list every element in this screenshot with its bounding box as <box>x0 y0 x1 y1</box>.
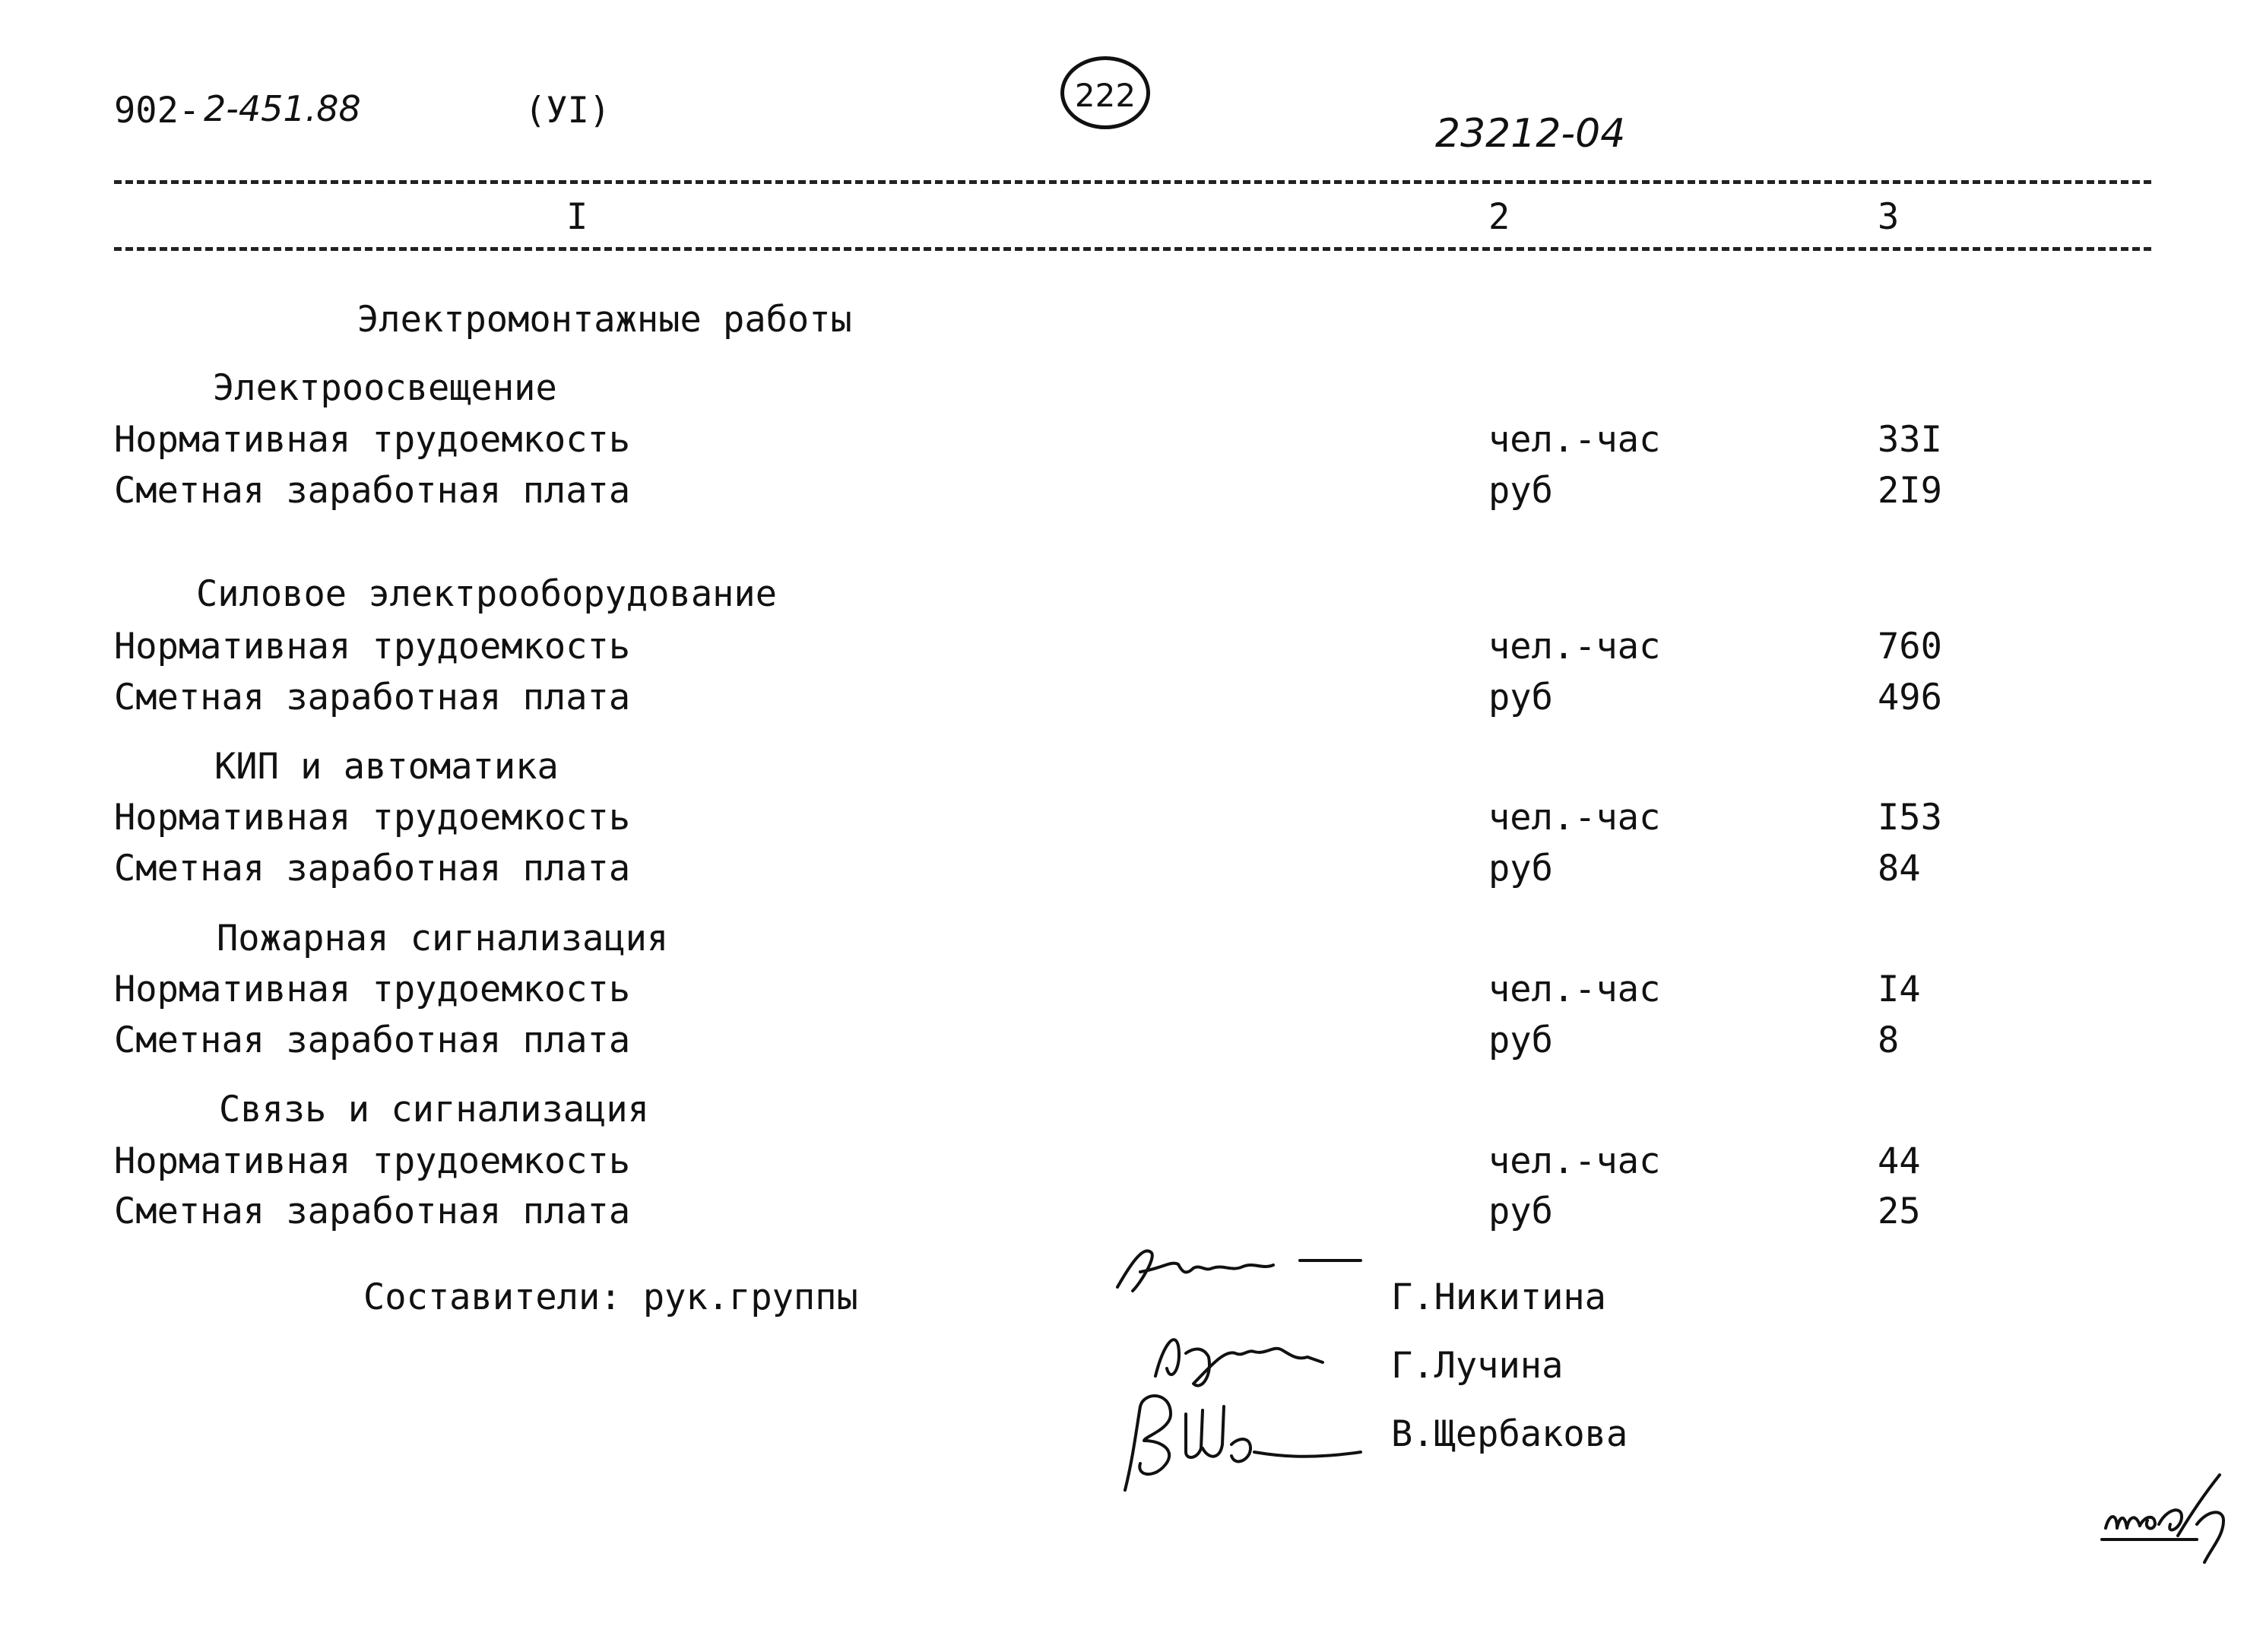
row-label: Нормативная трудоемкость <box>114 626 631 667</box>
row-value: 760 <box>1878 626 1942 667</box>
row-value: 8 <box>1878 1019 1900 1061</box>
row-value: 496 <box>1878 677 1942 718</box>
row-unit: чел.-час <box>1488 969 1661 1010</box>
row-unit: чел.-час <box>1488 797 1661 839</box>
compilers-label: Составители: рук.группы <box>363 1276 858 1318</box>
row-unit: руб <box>1488 1191 1553 1232</box>
compiler-name-1: Г.Никитина <box>1391 1276 1606 1318</box>
row-label: Сметная заработная плата <box>114 677 631 718</box>
column-header-3: 3 <box>1878 196 1900 238</box>
row-value: 44 <box>1878 1140 1921 1182</box>
row-value: I53 <box>1878 797 1942 839</box>
row-value: 84 <box>1878 848 1921 889</box>
document-code-printed: 902- <box>114 90 201 132</box>
row-label: Сметная заработная плата <box>114 470 631 512</box>
handwritten-initials-icon <box>2098 1463 2250 1570</box>
row-label: Сметная заработная плата <box>114 848 631 889</box>
section-title: Электромонтажные работы <box>357 299 852 341</box>
handwritten-signature-icon <box>1110 1238 1368 1298</box>
row-value: 25 <box>1878 1191 1921 1232</box>
group-title-instrumentation: КИП и автоматика <box>214 746 559 788</box>
compiler-name-3: В.Щербакова <box>1391 1413 1628 1455</box>
table-header-top-rule <box>114 180 2151 184</box>
row-label: Нормативная трудоемкость <box>114 969 631 1010</box>
document-part: (УI) <box>525 90 611 132</box>
row-label: Нормативная трудоемкость <box>114 419 631 461</box>
group-title-power-equipment: Силовое электрооборудование <box>196 573 778 615</box>
row-label: Нормативная трудоемкость <box>114 797 631 839</box>
page-number: 222 <box>1074 77 1136 114</box>
row-label: Сметная заработная плата <box>114 1191 631 1232</box>
inventory-number: 23212-04 <box>1435 111 1626 157</box>
row-label: Сметная заработная плата <box>114 1019 631 1061</box>
handwritten-signature-icon <box>1110 1384 1368 1498</box>
group-title-fire-alarm: Пожарная сигнализация <box>217 918 669 959</box>
compiler-name-2: Г.Лучина <box>1391 1345 1564 1387</box>
row-unit: чел.-час <box>1488 626 1661 667</box>
group-title-communications: Связь и сигнализация <box>219 1089 649 1130</box>
page-number-stamp <box>1060 56 1150 129</box>
document-code-handwritten: 2-451.88 <box>204 88 361 129</box>
row-unit: руб <box>1488 1019 1553 1061</box>
column-header-1: I <box>566 196 588 238</box>
group-title-lighting: Электроосвещение <box>213 367 557 409</box>
row-unit: руб <box>1488 470 1553 512</box>
column-header-2: 2 <box>1488 196 1510 238</box>
row-unit: чел.-час <box>1488 419 1661 461</box>
row-unit: руб <box>1488 677 1553 718</box>
row-label: Нормативная трудоемкость <box>114 1140 631 1182</box>
row-value: 2I9 <box>1878 470 1942 512</box>
row-unit: руб <box>1488 848 1553 889</box>
table-header-bottom-rule <box>114 247 2151 251</box>
row-value: I4 <box>1878 969 1921 1010</box>
row-value: 33I <box>1878 419 1942 461</box>
row-unit: чел.-час <box>1488 1140 1661 1182</box>
